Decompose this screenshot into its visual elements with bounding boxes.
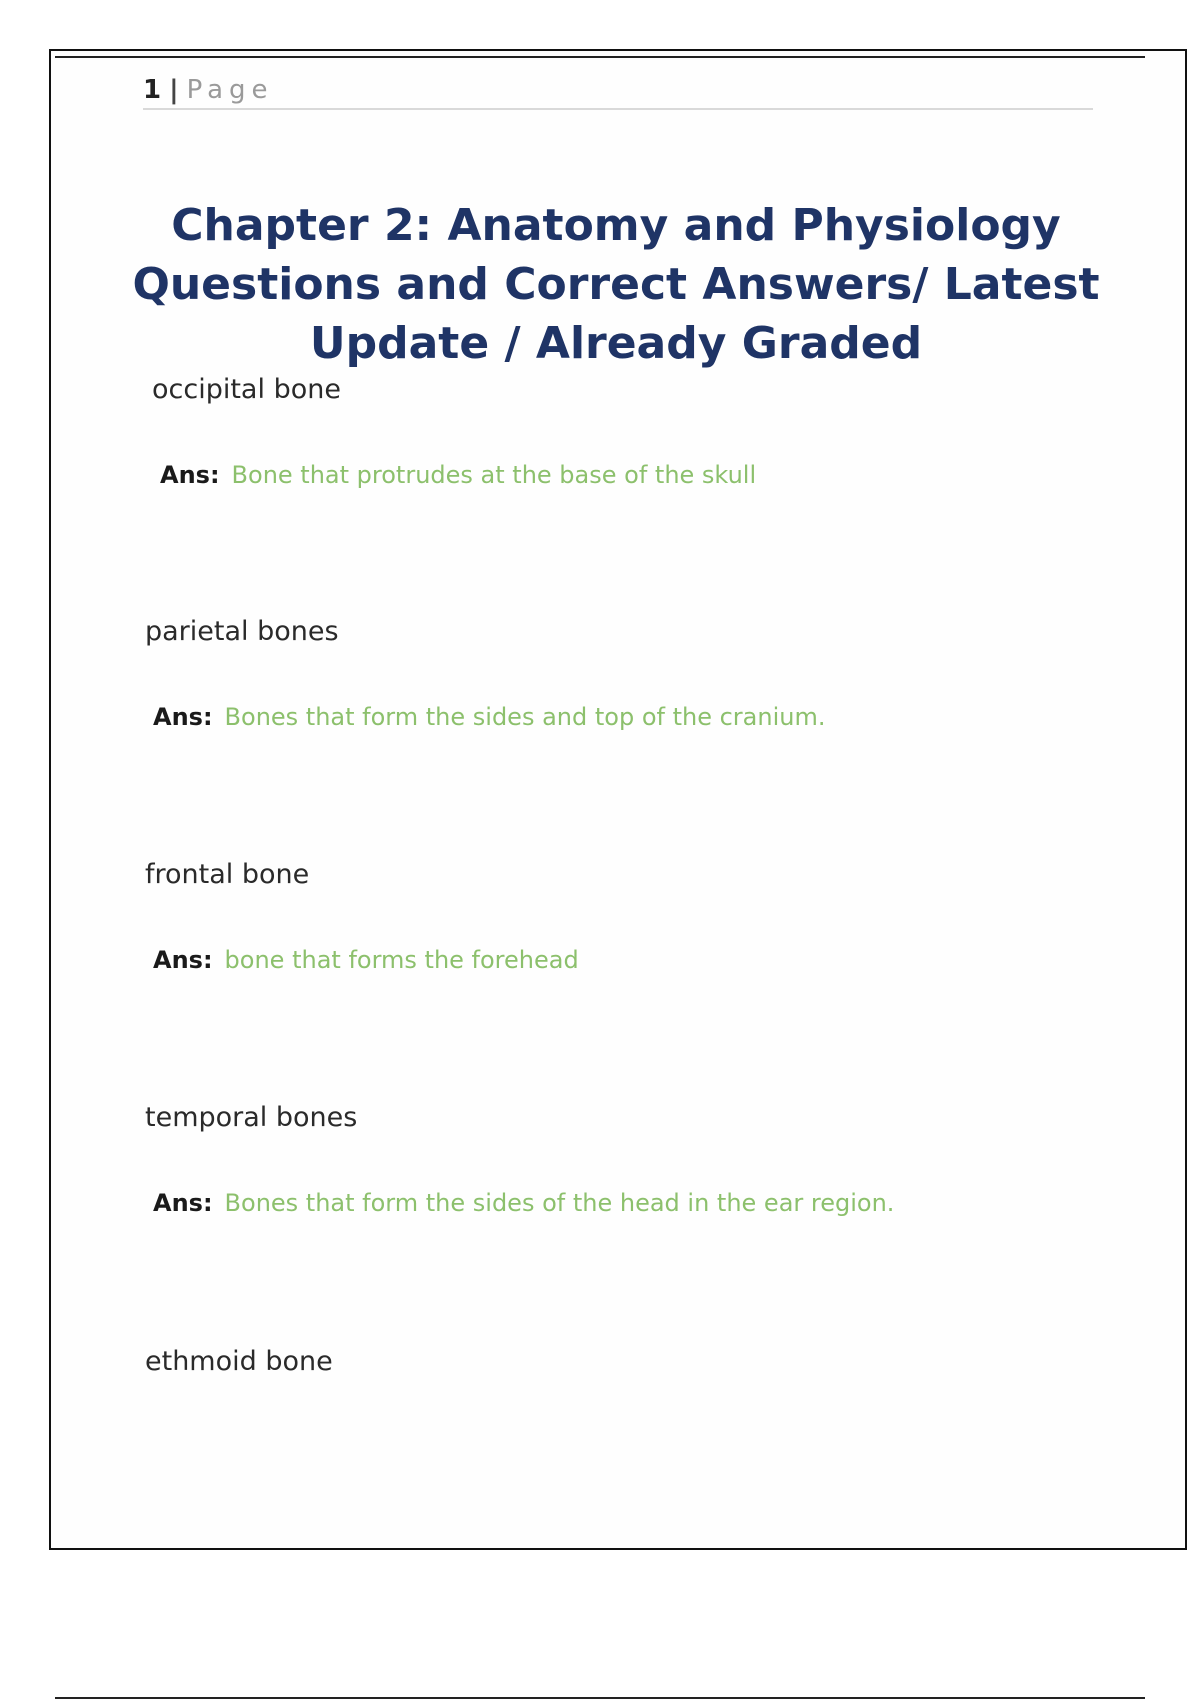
top-rule: [55, 56, 1145, 58]
question-text: temporal bones: [145, 1102, 358, 1133]
qa-item-frontal: [145, 857, 1105, 977]
page-label: Page: [186, 75, 274, 105]
answer-text: Bones that form the sides and top of the cranium.: [224, 703, 826, 731]
document-title: Chapter 2: Anatomy and Physiology Questions and Correct Answers/ Latest Update / Already Graded: [132, 200, 1100, 369]
page-number: 1: [143, 75, 162, 105]
answer-line: [145, 1186, 1105, 1220]
answer-label: Ans:: [153, 703, 213, 731]
answer-label: Ans:: [160, 461, 220, 489]
answer-line: [145, 943, 1105, 977]
answer-text: bone that forms the forehead: [224, 946, 579, 974]
page-header: [143, 72, 1093, 110]
answer-line: [145, 700, 1105, 734]
answer-text: Bones that form the sides of the head in the ear region.: [224, 1189, 895, 1217]
qa-item-occipital: [152, 372, 1112, 492]
question-text: occipital bone: [152, 374, 341, 405]
question-text: parietal bones: [145, 616, 339, 647]
bottom-rule: [55, 1697, 1145, 1699]
question-text: frontal bone: [145, 859, 310, 890]
answer-text: Bone that protrudes at the base of the skull: [231, 461, 757, 489]
qa-item-ethmoid: [145, 1344, 1105, 1380]
answer-label: Ans:: [153, 1189, 213, 1217]
page-separator: |: [169, 75, 179, 105]
qa-item-parietal: [145, 614, 1105, 734]
answer-line: [152, 458, 1112, 492]
qa-item-temporal: [145, 1100, 1105, 1220]
question-text: ethmoid bone: [145, 1346, 333, 1377]
answer-label: Ans:: [153, 946, 213, 974]
